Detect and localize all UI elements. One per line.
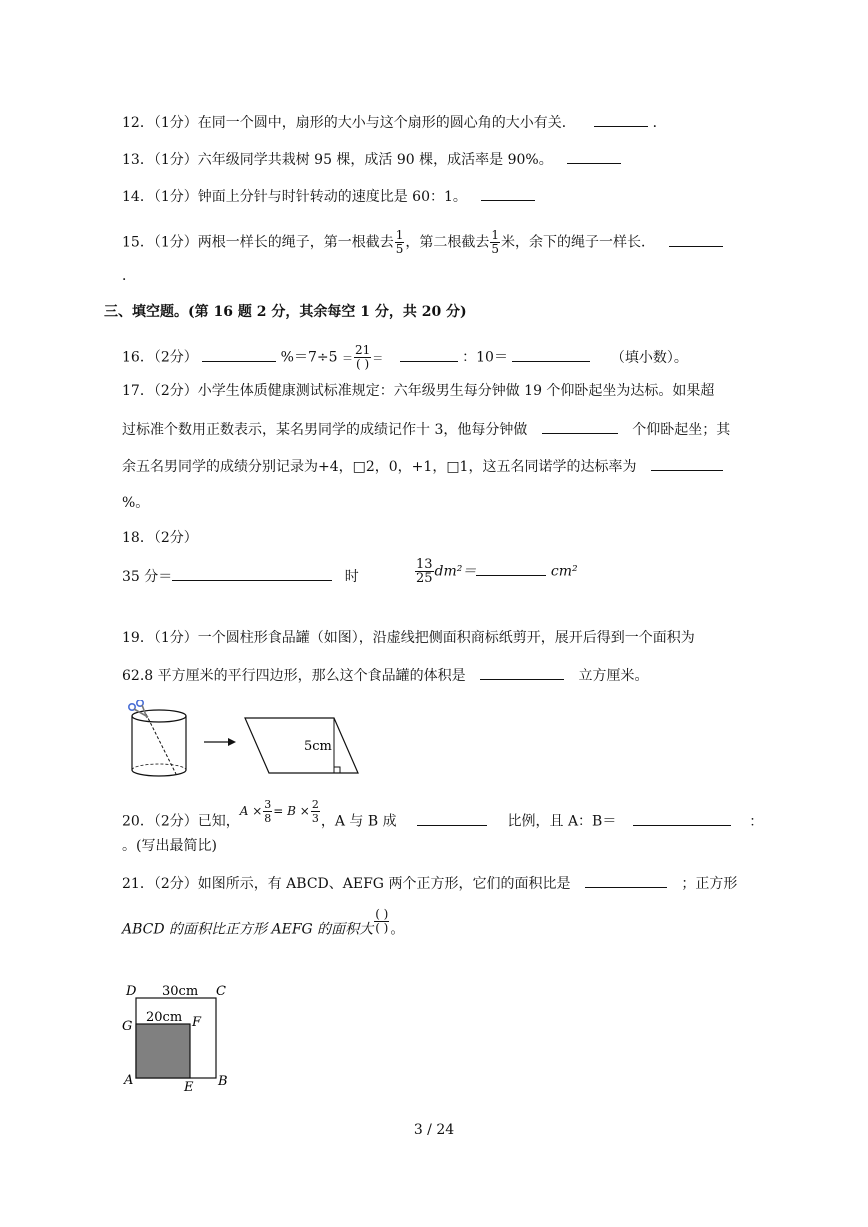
q12-text: 12．（1分）在同一个圆中，扇形的大小与这个扇形的圆心角的大小有关． [122,115,576,131]
q14-answer-blank[interactable] [481,186,535,201]
q19-figure-label: 5cm [304,739,332,754]
q17-line3 [122,456,723,477]
q15-dot: ． [122,268,136,284]
q16-label: 16．（2分） [122,349,198,366]
q21-line1-text: 21．（2分）如图所示，有 ABCD、AEFG 两个正方形，它们的面积比是 [122,876,571,892]
q20-label: 20．（2分）已知， [122,813,240,830]
q15-part3: 米，余下的绳子一样长． [501,234,656,251]
q17-line2 [122,419,730,440]
q16-eq1: ＝ [341,351,353,365]
q20-mid: ，A 与 B 成 [320,813,397,830]
q20-ratio-text: 比例，且 A：B＝ [507,813,617,830]
q13-text: 13．（1分）六年级同学共栽树 95 棵，成活 90 棵，成活率是 90%。 [122,152,553,168]
q21-line1-tail: ；正方形 [681,876,738,892]
q12-answer-blank[interactable] [594,112,648,127]
q21-line2 [122,907,405,943]
label-d: D [126,984,137,999]
label-f: F [192,1015,202,1030]
q20-line2: 。(写出最简比) [122,838,217,854]
question-12 [122,112,667,133]
q16-colon10: ：10＝ [462,349,508,366]
question-15 [122,229,723,256]
label-30cm: 30cm [162,984,199,999]
q16-percent-text: %＝7÷5 [280,349,338,366]
label-c: C [216,984,226,999]
q16-fraction: $\frac{21}{( )}$ [354,343,371,371]
q16-blank-ratio[interactable] [400,347,458,362]
question-13 [122,149,621,170]
q18-blank-cm[interactable] [476,561,546,576]
q18-blank-hours[interactable] [172,566,332,581]
q21-blank-ratio[interactable] [585,873,667,888]
q17-blank-rate[interactable] [651,456,723,471]
q18-a-unit: 时 [344,569,359,585]
q16-note: （填小数）。 [610,349,688,366]
section-3-heading: 三、填空题。(第 16 题 2 分，其余每空 1 分，共 20 分) [104,304,467,320]
square-aefg [136,1024,190,1078]
q21-fraction-blank[interactable]: $\frac{( )}{( )}$ [375,907,389,935]
q18-part-b [414,558,578,585]
q12-tail: ． [652,115,667,131]
question-20 [122,798,764,835]
q17-line3-text: 余五名男同学的成绩分别记录为+4，□2，0，+1，□1，这五名同诺学的达标率为 [122,459,637,475]
q18-a-text: 35 分＝ [122,569,173,585]
q20-blank-proportion[interactable] [417,811,487,826]
q19-line2-text: 62.8 平方厘米的平行四边形，那么这个食品罐的体积是 [122,668,466,684]
q15-answer-blank[interactable] [669,232,723,247]
page-number: 3 / 24 [413,1122,455,1138]
q17-line2-tail: 个仰卧起坐；其 [632,422,731,438]
q15-fraction-2: $\frac{1}{5}$ [491,228,500,256]
q18-part-a [122,566,359,587]
label-b: B [218,1074,228,1089]
q18-cm: cm² [550,563,578,580]
q16-blank-decimal[interactable] [512,347,590,362]
q17-line1: 17．（2分）小学生体质健康测试标准规定：六年级男生每分钟做 19 个仰卧起坐为达标。如果超 [122,383,715,399]
label-e: E [184,1080,194,1095]
q20-colon: ： [749,813,764,830]
q14-text: 14．（1分）钟面上分针与时针转动的速度比是 60：1。 [122,189,467,205]
q18-label: 18．（2分） [122,530,198,546]
q19-blank-volume[interactable] [480,665,564,680]
q19-line2 [122,665,649,686]
q19-line2-tail: 立方厘米。 [578,668,649,684]
q20-expression: A × $\frac{3}{8}$ = B × $\frac{2}{3}$ [239,798,319,825]
q15-part2: ，第二根截去 [405,234,490,251]
q19-cylinder-figure [124,700,364,782]
label-g: G [122,1019,133,1034]
label-20cm: 20cm [146,1010,183,1025]
q21-line2-text: ABCD 的面积比正方形 AEFG 的面积大 [122,921,374,938]
label-a: A [124,1073,134,1088]
q21-end: 。 [390,921,405,938]
q19-line1: 19．（1分）一个圆柱形食品罐（如图），沿虚线把侧面积商标纸剪开，展开后得到一个面积为 [122,630,695,646]
q17-blank-count[interactable] [542,419,618,434]
q20-blank-ratio[interactable] [633,811,731,826]
q16-eq2: ＝ [372,351,384,365]
q18-fraction: $\frac{13}{25}$ [416,557,433,586]
q18-dm: dm²＝ [434,563,477,580]
q15-fraction-1: $\frac{1}{5}$ [395,228,404,256]
q21-squares-figure [118,978,240,1096]
q17-line4: %。 [122,495,150,511]
q15-part1: 15．（1分）两根一样长的绳子，第一根截去 [122,234,394,251]
q21-line1 [122,873,737,894]
question-16 [122,344,688,371]
question-14 [122,186,535,207]
parallelogram [245,718,358,773]
q13-answer-blank[interactable] [567,149,621,164]
q16-blank-percent[interactable] [202,347,276,362]
q17-line2-text: 过标准个数用正数表示，某名男同学的成绩记作十 3，他每分钟做 [122,422,528,438]
